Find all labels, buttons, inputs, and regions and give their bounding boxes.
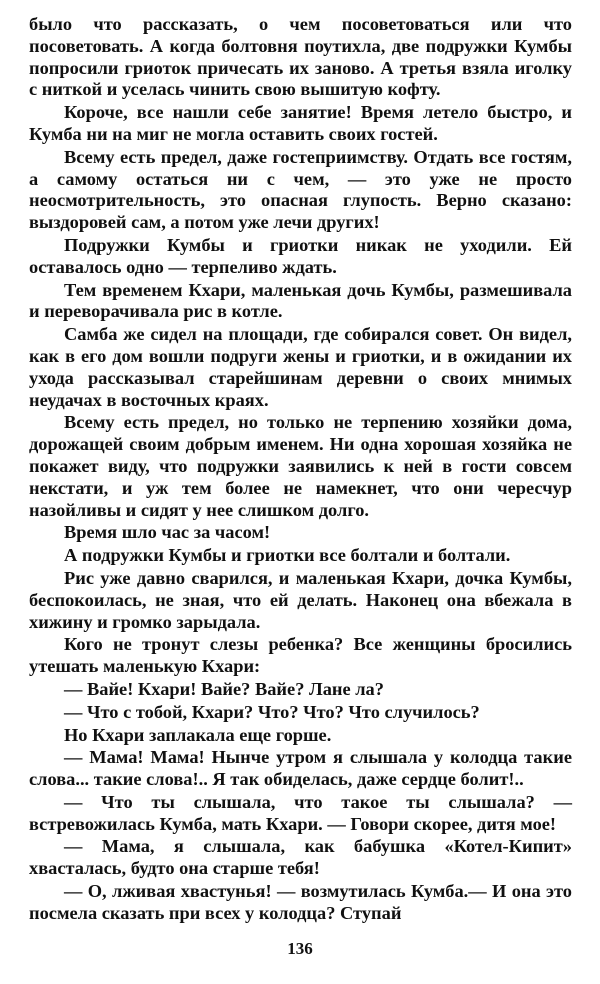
- paragraph: Время шло час за часом!: [64, 522, 271, 543]
- paragraph: — Мама, я слышала, как бабушка «Котел-Кипит» хвасталась, будто она старше тебя!: [29, 836, 572, 879]
- paragraph: было что рассказать, о чем посоветоваться или что посоветовать. А когда болтовня поутихла, две подружки Кумбы попросили гриоток причесать их заново. А третья взяла иголку с ниткой и уселась чинить свою вышитую кофту.: [29, 14, 572, 100]
- paragraph: — Мама! Мама! Нынче утром я слышала у колодца такие слова... такие слова!.. Я так обиделась, даже сердце болит!..: [29, 747, 572, 790]
- paragraph: Но Кхари заплакала еще горше.: [64, 724, 332, 745]
- paragraph: Кого не тронут слезы ребенка? Все женщины бросились утешать маленькую Кхари:: [29, 634, 572, 677]
- paragraph: — О, лживая хвастунья! — возмутилась Кумба.— И она это посмела сказать при всех у колодца? Ступай: [29, 881, 572, 923]
- page-number: 136: [287, 939, 313, 958]
- paragraph: — Вайе! Кхари! Вайе? Вайе? Лане ла?: [64, 678, 384, 699]
- paragraph: Подружки Кумбы и гриотки никак не уходили. Ей оставалось одно — терпеливо ждать.: [29, 234, 572, 277]
- paragraph: А подружки Кумбы и гриотки все болтали и болтали.: [64, 545, 511, 566]
- paragraph: — Что ты слышала, что такое ты слышала? — встревожилась Кумба, мать Кхари. — Говори скорее, дитя мое!: [29, 791, 572, 834]
- paragraph: Короче, все нашли себе занятие! Время летело быстро, и Кумба ни на миг не могла оставить своих гостей.: [29, 102, 572, 144]
- paragraph: Всему есть предел, но только не терпению хозяйки дома, дорожащей своим добрым именем. Ни одна хорошая хозяйка не покажет виду, что подружки заявились к ней в гости совсем некстати, и уж тем более не намекнет, что они чересчур назойливы и сидят у нее слишком долго.: [29, 412, 572, 520]
- paragraph: Всему есть предел, даже гостеприимству. Отдать все гостям, а самому остаться ни с чем, — это уже не просто неосмотрительность, это опасная глупость. Верно сказано: выздоровей сам, а потом уже лечи других!: [29, 146, 572, 233]
- paragraph: Самба же сидел на площади, где собирался совет. Он видел, как в его дом вошли подруги жены и гриотки, и в ожидании их ухода рассказывал старейшинам деревни о своих мнимых неудачах в восточных краях.: [29, 324, 572, 410]
- paragraph: Рис уже давно сварился, и маленькая Кхари, дочка Кумбы, беспокоилась, не зная, что ей делать. Наконец она вбежала в хижину и громко зарыдала.: [29, 567, 572, 632]
- page-text: [29, 14, 572, 926]
- paragraph: — Что с тобой, Кхари? Что? Что? Что случилось?: [64, 701, 480, 722]
- paragraph: Тем временем Кхари, маленькая дочь Кумбы, размешивала и переворачивала рис в котле.: [29, 279, 572, 322]
